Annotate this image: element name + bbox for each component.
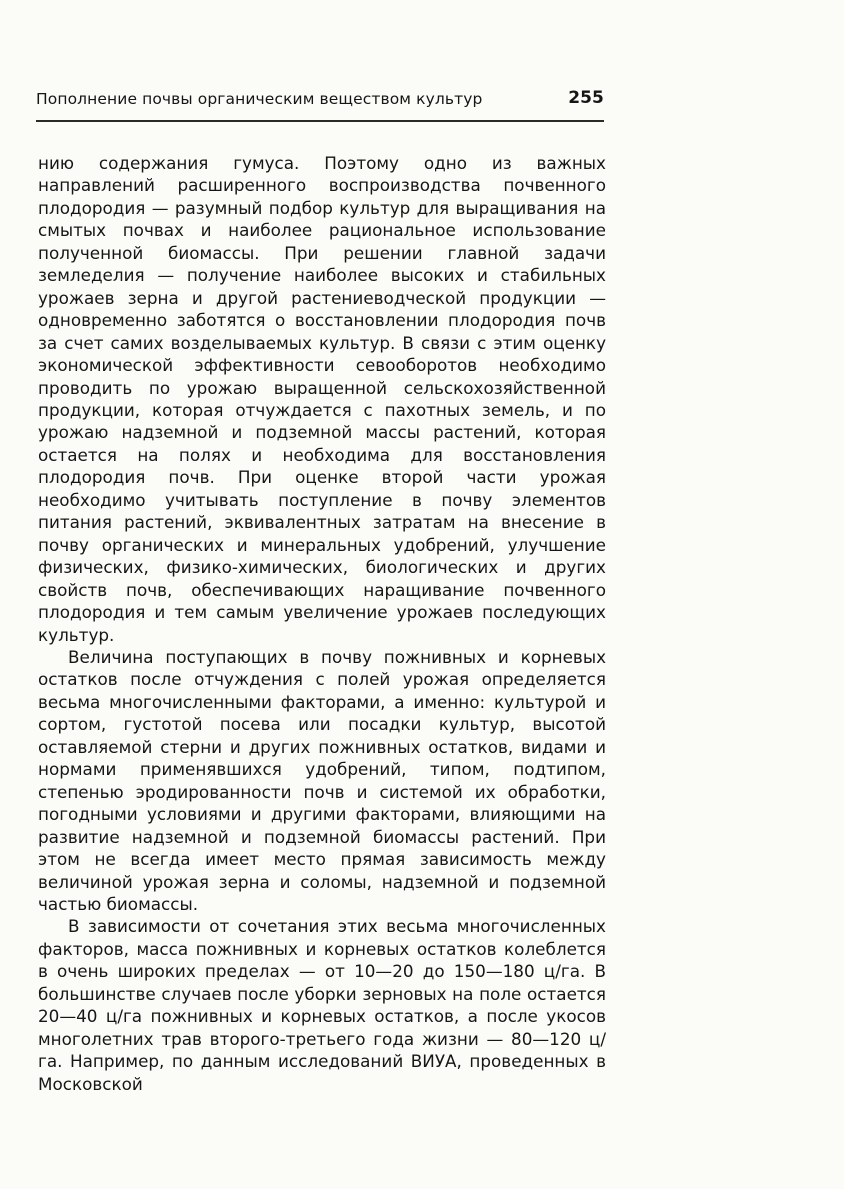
- body-text: [38, 152, 606, 1095]
- paragraph-3: В зависимости от сочетания этих весьма многочисленных факторов, масса пожнивных и корневых остатков колеблется в очень широких пределах — от 10—20 до 150—180 ц/га. В большинстве случаев после уборки зерновых на поле остается 20—40 ц/га пожнивных и корневых остатков, а после укосов многолетних трав второго-третьего года жизни — 80—120 ц/га. Например, по данным исследований ВИУА, проведенных в Московской: [38, 916, 606, 1094]
- paragraph-2: Величина поступающих в почву пожнивных и корневых остатков после отчуждения с полей урожая определяется весьма многочисленными факторами, а именно: культурой и сортом, густотой посева или посадки культур, высотой оставляемой стерни и других пожнивных остатков, видами и нормами применявшихся удобрений, типом, подтипом, степенью эродированности почв и системой их обработки, погодными условиями и другими факторами, влияющими на развитие надземной и подземной биомассы растений. При этом не всегда имеет место прямая зависимость между величиной урожая зерна и соломы, надземной и подземной частью биомассы.: [38, 646, 606, 914]
- paragraph-1: нию содержания гумуса. Поэтому одно из важных направлений расширенного воспроизводства почвенного плодородия — разумный подбор культур для выращивания на смытых почвах и наиболее рациональное использование полученной биомассы. При решении главной задачи земледелия — получение наиболее высоких и стабильных урожаев зерна и другой растениеводческой продукции — одновременно заботятся о восстановлении плодородия почв за счет самих возделываемых культур. В связи с этим оценку экономической эффективности севооборотов необходимо проводить по урожаю выращенной сельскохозяйственной продукции, которая отчуждается с пахотных земель, и по урожаю надземной и подземной массы растений, которая остается на полях и необходима для восстановления плодородия почв. При оценке второй части урожая необходимо учитывать поступление в почву элементов питания растений, эквивалентных затратам на внесение в почву органических и минеральных удобрений, улучшение физических, физико-химических, биологических и других свойств почв, обеспечивающих наращивание почвенного плодородия и тем самым увеличение урожаев последующих культур.: [38, 153, 606, 645]
- header-rule: [36, 120, 604, 122]
- running-title: Пополнение почвы органическим веществом культур: [36, 90, 483, 108]
- page-number: 255: [568, 88, 604, 108]
